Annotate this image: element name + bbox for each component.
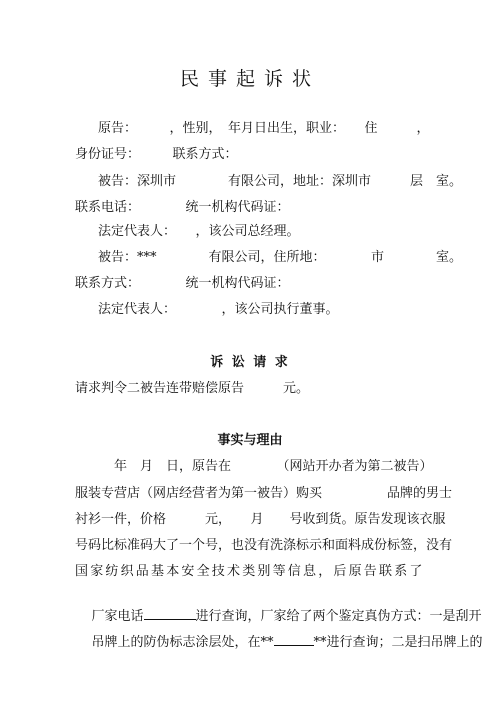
facts-line-2: 服装专营店（网店经营者为第一被告）购买 品牌的男士 <box>75 486 453 501</box>
defendant1-line: 被告：深圳市 有限公司，地址：深圳市 层 室。 <box>98 174 463 189</box>
blank-underline <box>274 633 314 646</box>
facts-line-6-end: 进行查询，厂家给了两个鉴定真伪方式：一是刮开 <box>195 609 482 624</box>
defendant1-rep-line: 法定代表人： ，该公司总经理。 <box>98 224 300 239</box>
defendant2-contact-line: 联系方式： 统一机构代码证： <box>75 276 290 291</box>
facts-heading: 事实与理由 <box>217 433 283 448</box>
claims-heading: 诉 讼 请 求 <box>210 355 290 370</box>
defendant2-line: 被告：*** 有限公司，住所地： 市 室。 <box>98 250 463 265</box>
facts-line-6-start: 厂家电话 <box>91 609 144 624</box>
facts-line-3: 衬衫一件，价格 元， 月 号收到货。原告发现该衣服 <box>75 512 446 527</box>
defendant1-contact-line: 联系电话： 统一机构代码证： <box>75 200 290 215</box>
claim-line: 请求判令二被告连带赔偿原告 元。 <box>75 381 310 396</box>
document-title: 民事起诉状 <box>179 68 320 90</box>
facts-line-4: 号码比标准码大了一个号，也没有洗涤标示和面料成份标签，没有 <box>75 538 453 553</box>
plaintiff-line: 原告： ，性别， 年月日出生，职业： 住 ， <box>98 121 430 136</box>
facts-line-7-start: 吊牌上的防伪标志涂层处，在** <box>91 635 274 650</box>
facts-line-5: 国家纺织品基本安全技术类别等信息，后原告联系了 <box>75 564 425 579</box>
facts-line-7-end: **进行查询；二是扫吊牌上的 <box>313 635 483 650</box>
plaintiff-id-line: 身份证号： 联系方式： <box>75 147 238 162</box>
facts-line-1: 年 月 日，原告在 （网站开办者为第二被告） <box>75 459 433 474</box>
defendant2-rep-line: 法定代表人： ，该公司执行董事。 <box>98 302 339 317</box>
facts-line-7 <box>75 617 483 667</box>
